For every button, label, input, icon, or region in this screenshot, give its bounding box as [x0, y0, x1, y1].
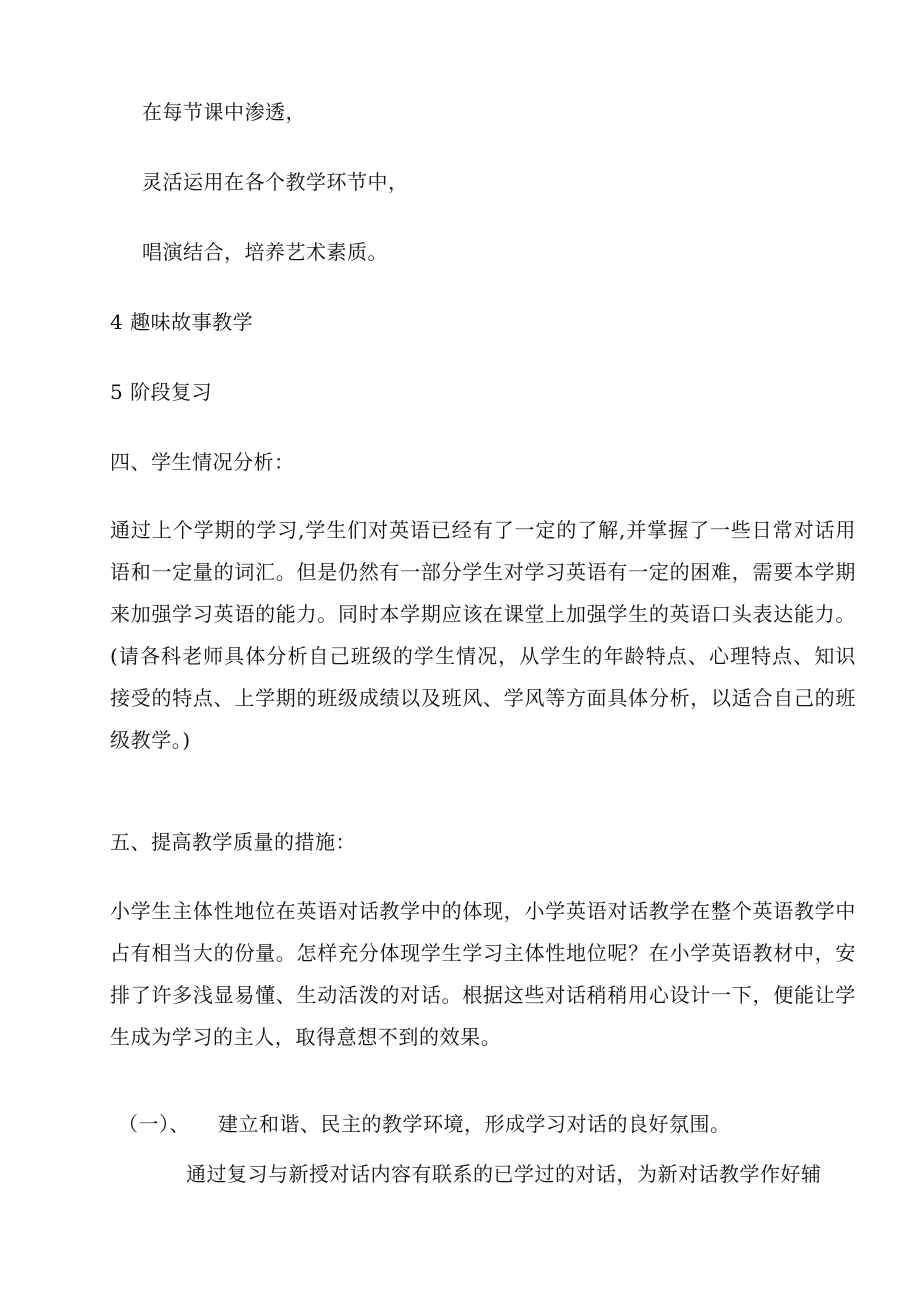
section-4-paragraph: 通过上个学期的学习,学生们对英语已经有了一定的了解,并掌握了一些日常对话用语和一定量的词汇。但是仍然有一部分学生对学习英语有一定的困难，需要本学期来加强学习英语的能力。同时本学期应该在课堂上加强学生的英语口头表达能力。(请各科老师具体分析自己班级的学生情况，从学生的年龄特点、心理特点、知识接受的特点、上学期的班级成绩以及班风、学风等方面具体分析，以适合自己的班级教学。) [110, 518, 856, 752]
list-item-4: 4 趣味故事教学 [110, 310, 254, 334]
list-line-1: 在每节课中渗透， [142, 100, 306, 124]
subsection-1-heading: 建立和谐、民主的教学环境，形成学习对话的良好氛围。 [218, 1112, 731, 1136]
section-5-paragraph: 小学生主体性地位在英语对话教学中的体现，小学英语对话教学在整个英语教学中占有相当大的份量。怎样充分体现学生学习主体性地位呢？在小学英语教材中，安排了许多浅显易懂、生动活泼的对话。根据这些对话稍稍用心设计一下，便能让学生成为学习的主人，取得意想不到的效果。 [110, 899, 856, 1049]
section-5-body [110, 890, 856, 1058]
subsection-1-body-start: 通过复习与新授对话内容有联系的已学过的对话，为新对话教学作好辅 [186, 1162, 822, 1186]
section-4-heading: 四、学生情况分析： [110, 450, 295, 474]
list-line-2: 灵活运用在各个教学环节中， [142, 170, 409, 194]
section-4-body [110, 509, 856, 761]
list-line-3: 唱演结合，培养艺术素质。 [142, 240, 388, 264]
section-5-heading: 五、提高教学质量的措施： [110, 830, 356, 854]
list-item-5: 5 阶段复习 [110, 380, 213, 404]
subsection-1-marker: （一）、 [118, 1112, 190, 1136]
